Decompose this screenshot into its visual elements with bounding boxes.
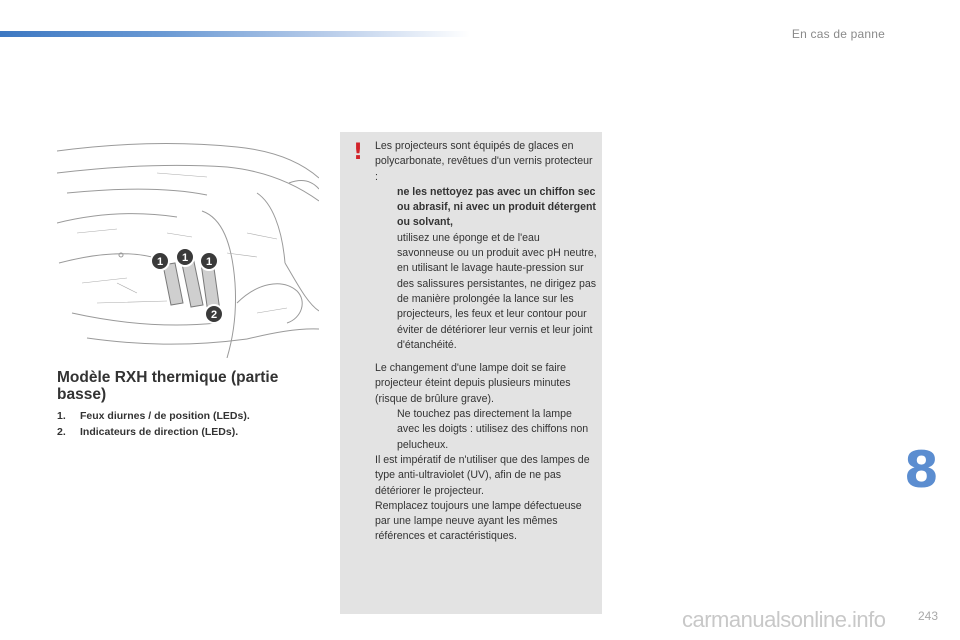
note-bullet — [375, 261, 597, 353]
warning-icon: ! — [353, 140, 364, 165]
spacer — [375, 353, 597, 361]
legend-item — [57, 408, 327, 424]
figure-legend — [57, 408, 327, 440]
note-paragraph: Le changement d'une lampe doit se faire projecteur éteint depuis plusieurs minutes (risque de brûlure grave). — [375, 362, 571, 405]
legend-item — [57, 424, 327, 440]
note-bullet-text: utilisez une éponge et de l'eau savonneuse ou un produit avec pH neutre, — [397, 231, 597, 260]
page-number: 243 — [917, 609, 938, 623]
header-accent-bar — [0, 31, 470, 37]
callout-2-label: 2 — [210, 309, 218, 321]
warning-note-box — [340, 132, 602, 614]
note-paragraph: Remplacez toujours une lampe défectueuse par une lampe neuve ayant les mêmes références et caractéristiques. — [375, 499, 582, 543]
warning-note-text — [375, 139, 597, 545]
bumper-illustration — [57, 133, 319, 358]
legend-item-text: Feux diurnes / de position (LEDs). — [80, 410, 250, 422]
legend-item-number: 1. — [57, 410, 66, 422]
note-bullet — [375, 185, 597, 231]
bullet-arrow-icon — [375, 185, 397, 231]
note-bullet — [375, 407, 597, 453]
note-bullet-text: Ne touchez pas directement la lampe avec les doigts : utilisez des chiffons non pelucheux. — [397, 408, 589, 451]
callout-1-middle-label: 1 — [181, 252, 189, 264]
note-paragraph: Il est impératif de n'utiliser que des lampes de type anti-ultraviolet (UV), afin de ne pas détériorer le projecteur. — [375, 453, 590, 497]
bullet-arrow-icon — [375, 231, 397, 262]
chapter-header-title: En cas de panne — [791, 27, 885, 41]
note-bullet — [375, 231, 597, 262]
legend-item-number: 2. — [57, 426, 66, 438]
bullet-arrow-icon — [375, 407, 397, 453]
bullet-arrow-icon — [375, 261, 397, 353]
note-bullet-text: en utilisant le lavage haute-pression sur des salissures persistantes, ne dirigez pas de manière prolongée la lance sur les projecteurs, les feux et leur contour pour éviter de détériorer leur vernis et leur joint d'étanchéité. — [397, 262, 597, 351]
note-intro: Les projecteurs sont équipés de glaces en polycarbonate, revêtues d'un vernis protecteur : — [375, 140, 593, 183]
note-bullet-text: ne les nettoyez pas avec un chiffon sec ou abrasif, ni avec un produit détergent ou solvant, — [397, 185, 596, 229]
callout-1-left-label: 1 — [156, 256, 164, 268]
chapter-number: 8 — [904, 441, 939, 499]
legend-item-text: Indicateurs de direction (LEDs). — [80, 426, 239, 438]
section-title: Modèle RXH thermique (partie basse) — [57, 369, 279, 403]
callout-1-right-label: 1 — [205, 256, 213, 268]
watermark: carmanualsonline.info — [682, 607, 886, 632]
